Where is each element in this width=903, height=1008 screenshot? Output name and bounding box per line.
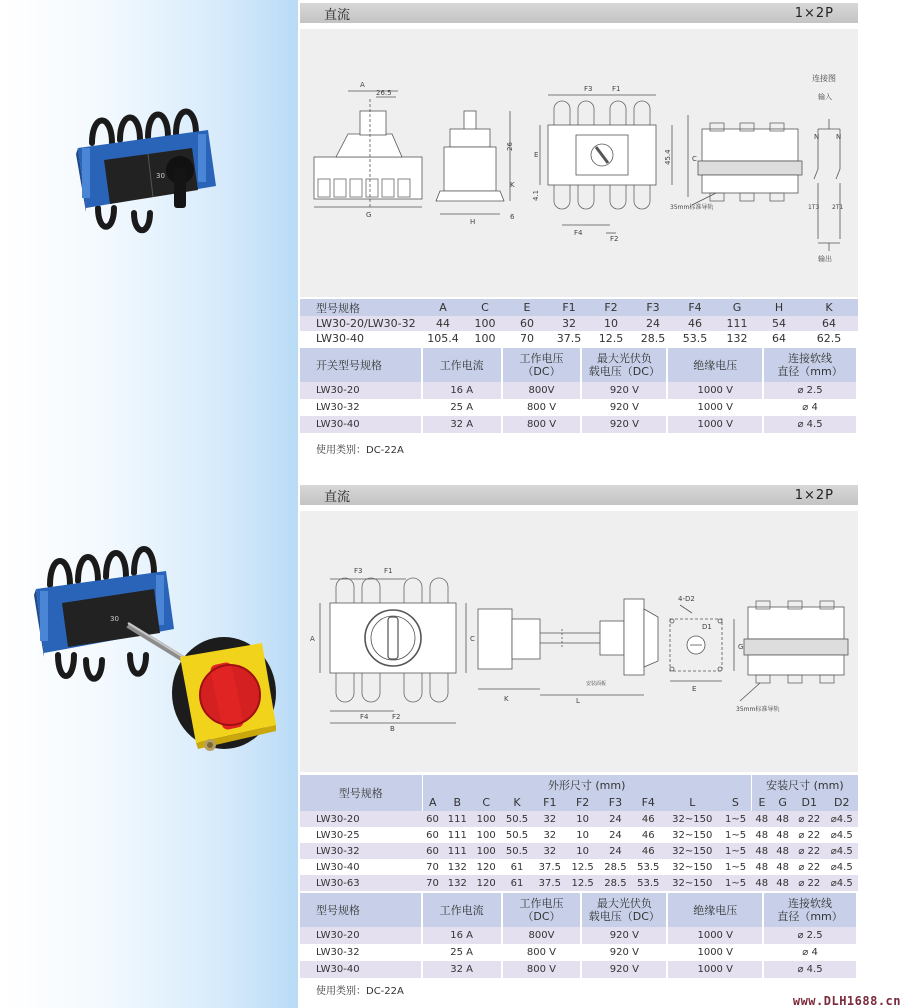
table-row — [300, 382, 857, 399]
table-cell: ⌀ 22 — [793, 859, 825, 875]
svg-text:C: C — [692, 155, 697, 163]
table-cell: ⌀ 2.5 — [763, 382, 857, 399]
header-line: 开关型号规格 — [316, 358, 382, 372]
table-cell: 10 — [566, 827, 599, 843]
table-cell: 1~5 — [720, 811, 751, 827]
table-cell: ⌀ 4.5 — [763, 961, 857, 978]
table-cell: LW30-25 — [300, 827, 422, 843]
table-cell: 10 — [566, 843, 599, 859]
svg-text:6: 6 — [510, 213, 515, 221]
table-cell: 70 — [506, 331, 548, 346]
elec-header-cell — [300, 348, 422, 382]
table-cell: ⌀ 4 — [763, 399, 857, 416]
table-cell: 62.5 — [800, 331, 858, 346]
table-cell: 12.5 — [566, 859, 599, 875]
header-line: 工作电压 — [519, 352, 564, 365]
top-view-drawing — [320, 578, 466, 723]
table-cell: 46 — [632, 811, 665, 827]
table-cell: 61 — [501, 875, 534, 891]
section-spec: 1×2P — [794, 5, 834, 21]
table-cell: 24 — [632, 316, 674, 331]
dimensions-table — [300, 775, 858, 891]
table-cell: 50.5 — [501, 827, 534, 843]
table-cell: 920 V — [581, 382, 667, 399]
table-cell: 132 — [716, 331, 758, 346]
table-cell: 44 — [422, 316, 464, 331]
table-cell: 12.5 — [590, 331, 632, 346]
table-cell: 25 A — [422, 944, 502, 961]
svg-text:A: A — [310, 635, 315, 643]
dims-header-cell: A — [422, 299, 464, 316]
site-watermark: www.DLH1688.cn — [792, 994, 901, 1008]
table-cell: ⌀ 22 — [793, 811, 825, 827]
elec-header-cell — [763, 893, 857, 927]
table-cell: 111 — [443, 843, 472, 859]
dims-subheader-cell: B — [443, 794, 472, 811]
table-cell: 32 — [548, 316, 590, 331]
product-photo-switch-red-knob — [30, 545, 285, 760]
table-cell: 16 A — [422, 927, 502, 944]
table-row — [300, 875, 858, 891]
table-cell: 48 — [751, 875, 772, 891]
table-row — [300, 843, 858, 859]
table-cell: 50.5 — [501, 843, 534, 859]
table-cell: 1~5 — [720, 843, 751, 859]
svg-text:F4: F4 — [360, 713, 369, 721]
electrical-specs-table — [300, 893, 858, 978]
table-row — [300, 927, 857, 944]
table-cell: 100 — [472, 843, 501, 859]
dims-subheader-cell: F2 — [566, 794, 599, 811]
table-cell: 48 — [751, 827, 772, 843]
usage-category-note: 使用类别：DC-22A — [316, 986, 404, 997]
svg-text:45.4: 45.4 — [664, 149, 672, 165]
table-row — [300, 416, 857, 433]
table-cell: 70 — [422, 859, 443, 875]
table-cell: ⌀4.5 — [825, 859, 858, 875]
dims-header-cell: G — [716, 299, 758, 316]
table-cell: 32~150 — [665, 875, 720, 891]
table-cell: 24 — [599, 827, 632, 843]
elec-header-cell — [502, 893, 582, 927]
table-cell: 800 V — [502, 944, 582, 961]
dims-header-cell: F4 — [674, 299, 716, 316]
elec-header-cell — [502, 348, 582, 382]
table-cell: 60 — [422, 843, 443, 859]
table-cell: 64 — [758, 331, 800, 346]
section-title-bar — [300, 3, 858, 23]
svg-text:30: 30 — [156, 172, 165, 180]
table-cell: LW30-20 — [300, 811, 422, 827]
svg-text:G: G — [738, 643, 744, 651]
table-cell: 920 V — [581, 399, 667, 416]
front-view-drawing — [436, 111, 510, 214]
header-line: （DC） — [522, 910, 561, 923]
panel-cutout-drawing — [670, 605, 734, 681]
table-cell: ⌀4.5 — [825, 875, 858, 891]
svg-text:G: G — [366, 211, 372, 219]
dims-header-cell: 型号规格 — [300, 299, 422, 316]
svg-text:H: H — [470, 218, 476, 226]
rail-label: 35mm标准导轨 — [670, 204, 714, 211]
col-group-outer: 外形尺寸 (mm) — [422, 775, 751, 794]
header-line: 工作电流 — [439, 903, 484, 917]
dims-subheader-cell: A — [422, 794, 443, 811]
table-cell: 48 — [772, 827, 793, 843]
table-cell: 1000 V — [667, 944, 763, 961]
table-row — [300, 399, 857, 416]
svg-text:N: N — [814, 133, 820, 141]
table-cell: 1~5 — [720, 875, 751, 891]
svg-text:F3: F3 — [354, 567, 363, 575]
table-cell: 48 — [772, 811, 793, 827]
header-line: 工作电压 — [519, 897, 564, 910]
table-cell: 1~5 — [720, 827, 751, 843]
table-cell: 111 — [443, 811, 472, 827]
svg-text:A: A — [360, 81, 365, 89]
table-cell: 100 — [464, 316, 506, 331]
table-cell: 32~150 — [665, 859, 720, 875]
table-cell: LW30-32 — [300, 944, 422, 961]
table-cell: 32 A — [422, 961, 502, 978]
svg-text:L: L — [576, 697, 580, 705]
table-cell: 28.5 — [599, 875, 632, 891]
table-cell: 64 — [800, 316, 858, 331]
technical-drawing — [300, 511, 858, 772]
table-cell: 32 A — [422, 416, 502, 433]
dims-header-cell: H — [758, 299, 800, 316]
header-line: （DC） — [522, 365, 561, 378]
table-cell: 1000 V — [667, 399, 763, 416]
header-line: 直径（mm） — [777, 365, 843, 378]
table-cell: 111 — [443, 827, 472, 843]
table-cell: ⌀ 2.5 — [763, 927, 857, 944]
table-cell: 28.5 — [632, 331, 674, 346]
table-cell: LW30-40 — [300, 961, 422, 978]
table-cell: 53.5 — [632, 859, 665, 875]
table-cell: 120 — [472, 859, 501, 875]
svg-text:B: B — [390, 725, 395, 733]
table-cell: 920 V — [581, 416, 667, 433]
table-cell: ⌀4.5 — [825, 811, 858, 827]
svg-text:F1: F1 — [612, 85, 621, 93]
svg-text:E: E — [692, 685, 697, 693]
table-cell: 1000 V — [667, 416, 763, 433]
wiring-title: 连接图 — [812, 74, 836, 83]
rail-mount-drawing — [692, 123, 802, 205]
table-cell: 132 — [443, 859, 472, 875]
table-cell: 32~150 — [665, 811, 720, 827]
table-cell: ⌀ 4 — [763, 944, 857, 961]
table-cell: 800 V — [502, 399, 582, 416]
section-title-bar — [300, 485, 858, 505]
svg-text:F3: F3 — [584, 85, 593, 93]
table-cell: 920 V — [581, 961, 667, 978]
dims-subheader-cell: F1 — [533, 794, 566, 811]
header-line: 连接软线 — [788, 352, 833, 365]
dims-subheader-cell: S — [720, 794, 751, 811]
section-title: 直流 — [324, 7, 351, 23]
table-cell: 1000 V — [667, 927, 763, 944]
col-group-mount: 安装尺寸 (mm) — [751, 775, 858, 794]
header-line: 绝缘电压 — [693, 358, 738, 372]
table-cell: 32~150 — [665, 843, 720, 859]
table-cell: 53.5 — [632, 875, 665, 891]
svg-text:26: 26 — [506, 142, 514, 151]
svg-text:N: N — [836, 133, 842, 141]
svg-text:2T1: 2T1 — [832, 204, 844, 211]
table-cell: ⌀ 22 — [793, 843, 825, 859]
table-cell: 54 — [758, 316, 800, 331]
header-line: 直径（mm） — [777, 910, 843, 923]
section-dc-1x2p-b — [300, 485, 858, 997]
elec-header-cell — [667, 893, 763, 927]
table-cell: LW30-32 — [300, 399, 422, 416]
table-cell: 800 V — [502, 961, 582, 978]
table-row — [300, 811, 858, 827]
table-cell: 32 — [533, 811, 566, 827]
elec-header-cell — [422, 348, 502, 382]
table-cell: 132 — [443, 875, 472, 891]
elec-header-cell — [422, 893, 502, 927]
table-cell: 32 — [533, 827, 566, 843]
table-cell: 48 — [772, 859, 793, 875]
svg-text:F2: F2 — [392, 713, 401, 721]
table-cell: 24 — [599, 843, 632, 859]
table-cell: 105.4 — [422, 331, 464, 346]
svg-text:F1: F1 — [384, 567, 393, 575]
table-cell: 28.5 — [599, 859, 632, 875]
table-cell: 800V — [502, 382, 582, 399]
svg-text:输出: 输出 — [818, 255, 832, 263]
dims-subheader-cell: D2 — [825, 794, 858, 811]
elec-header-cell — [581, 348, 667, 382]
header-line: 连接软线 — [788, 897, 833, 910]
svg-text:K: K — [510, 181, 515, 189]
svg-text:输入: 输入 — [818, 93, 832, 101]
svg-text:D1: D1 — [702, 623, 712, 631]
svg-text:F2: F2 — [610, 235, 619, 243]
table-row — [300, 331, 858, 346]
svg-text:1T3: 1T3 — [808, 204, 820, 211]
table-cell: 37.5 — [533, 859, 566, 875]
product-photo-switch-knob — [70, 108, 220, 238]
dims-subheader-cell: L — [665, 794, 720, 811]
svg-text:安装面板: 安装面板 — [586, 681, 607, 687]
elec-header-cell — [300, 893, 422, 927]
rail-label: 35mm标准导轨 — [736, 706, 780, 713]
header-line: 载电压（DC） — [588, 910, 660, 923]
header-line: 绝缘电压 — [693, 903, 738, 917]
table-row — [300, 316, 858, 331]
table-cell: 100 — [472, 827, 501, 843]
table-cell: 800 V — [502, 416, 582, 433]
table-cell: 800V — [502, 927, 582, 944]
table-cell: 37.5 — [533, 875, 566, 891]
dims-subheader-cell: D1 — [793, 794, 825, 811]
dims-subheader-cell: G — [772, 794, 793, 811]
table-cell: 50.5 — [501, 811, 534, 827]
table-cell: LW30-40 — [300, 416, 422, 433]
table-cell: 100 — [464, 331, 506, 346]
table-cell: 920 V — [581, 927, 667, 944]
svg-text:K: K — [504, 695, 509, 703]
section-spec: 1×2P — [794, 487, 834, 503]
table-cell: 60 — [422, 827, 443, 843]
col-model: 型号规格 — [300, 775, 422, 811]
table-cell: 10 — [566, 811, 599, 827]
table-cell: 46 — [632, 827, 665, 843]
table-cell: 46 — [632, 843, 665, 859]
table-cell: 46 — [674, 316, 716, 331]
table-cell: LW30-40 — [300, 859, 422, 875]
usage-category-note: 使用类别：DC-22A — [316, 445, 404, 456]
svg-text:F4: F4 — [574, 229, 583, 237]
dims-subheader-cell: C — [472, 794, 501, 811]
table-cell: 48 — [751, 843, 772, 859]
hole-label: 4-D2 — [678, 595, 695, 603]
dims-subheader-cell: F3 — [599, 794, 632, 811]
table-cell: 25 A — [422, 399, 502, 416]
table-cell: LW30-20 — [300, 927, 422, 944]
dims-subheader-cell: K — [501, 794, 534, 811]
table-cell: 48 — [772, 843, 793, 859]
table-cell: ⌀ 4.5 — [763, 416, 857, 433]
table-cell: 16 A — [422, 382, 502, 399]
table-cell: 60 — [422, 811, 443, 827]
section-title: 直流 — [324, 489, 351, 505]
elec-header-cell — [667, 348, 763, 382]
table-cell: 48 — [751, 811, 772, 827]
table-cell: ⌀ 22 — [793, 827, 825, 843]
dims-header-cell: K — [800, 299, 858, 316]
table-cell: 32 — [533, 843, 566, 859]
dims-header-cell: E — [506, 299, 548, 316]
table-cell: 48 — [751, 859, 772, 875]
table-row — [300, 961, 857, 978]
table-row — [300, 827, 858, 843]
table-cell: 61 — [501, 859, 534, 875]
svg-text:26.5: 26.5 — [376, 89, 392, 97]
section-dc-1x2p-a — [300, 3, 858, 456]
header-line: 型号规格 — [316, 903, 360, 917]
table-cell: LW30-63 — [300, 875, 422, 891]
table-cell: 111 — [716, 316, 758, 331]
table-cell: 70 — [422, 875, 443, 891]
table-cell: LW30-32 — [300, 843, 422, 859]
dims-header-cell: F3 — [632, 299, 674, 316]
svg-text:E: E — [534, 151, 539, 159]
table-row — [300, 859, 858, 875]
electrical-specs-table — [300, 348, 858, 433]
table-cell: 12.5 — [566, 875, 599, 891]
table-cell: ⌀4.5 — [825, 843, 858, 859]
table-cell: 37.5 — [548, 331, 590, 346]
svg-text:C: C — [470, 635, 475, 643]
table-cell: 10 — [590, 316, 632, 331]
header-line: 最大光伏负 — [596, 897, 652, 910]
table-cell: 53.5 — [674, 331, 716, 346]
dims-header-cell: F1 — [548, 299, 590, 316]
table-cell: 32~150 — [665, 827, 720, 843]
table-cell: 920 V — [581, 944, 667, 961]
elec-header-cell — [581, 893, 667, 927]
table-cell: LW30-20/LW30-32 — [300, 316, 422, 331]
table-cell: 1000 V — [667, 961, 763, 978]
dimensions-table — [300, 299, 858, 346]
dims-subheader-cell: F4 — [632, 794, 665, 811]
technical-drawing — [300, 29, 858, 297]
table-cell: ⌀4.5 — [825, 827, 858, 843]
dims-subheader-cell: E — [751, 794, 772, 811]
table-cell: LW30-40 — [300, 331, 422, 346]
side-view-drawing — [314, 91, 422, 209]
table-cell: ⌀ 22 — [793, 875, 825, 891]
dims-header-cell: F2 — [590, 299, 632, 316]
header-line: 工作电流 — [439, 358, 484, 372]
table-cell: 1000 V — [667, 382, 763, 399]
table-cell: 48 — [772, 875, 793, 891]
table-cell: 100 — [472, 811, 501, 827]
header-line: 载电压（DC） — [588, 365, 660, 378]
table-cell: 60 — [506, 316, 548, 331]
side-shaft-drawing — [478, 599, 658, 695]
svg-text:30: 30 — [110, 615, 119, 623]
table-cell: LW30-20 — [300, 382, 422, 399]
header-line: 最大光伏负 — [596, 352, 652, 365]
svg-text:4.1: 4.1 — [532, 189, 540, 201]
table-row — [300, 944, 857, 961]
rail-mount-drawing — [740, 601, 848, 701]
table-cell: 120 — [472, 875, 501, 891]
dims-header-cell: C — [464, 299, 506, 316]
elec-header-cell — [763, 348, 857, 382]
table-cell: 24 — [599, 811, 632, 827]
table-cell: 1~5 — [720, 859, 751, 875]
